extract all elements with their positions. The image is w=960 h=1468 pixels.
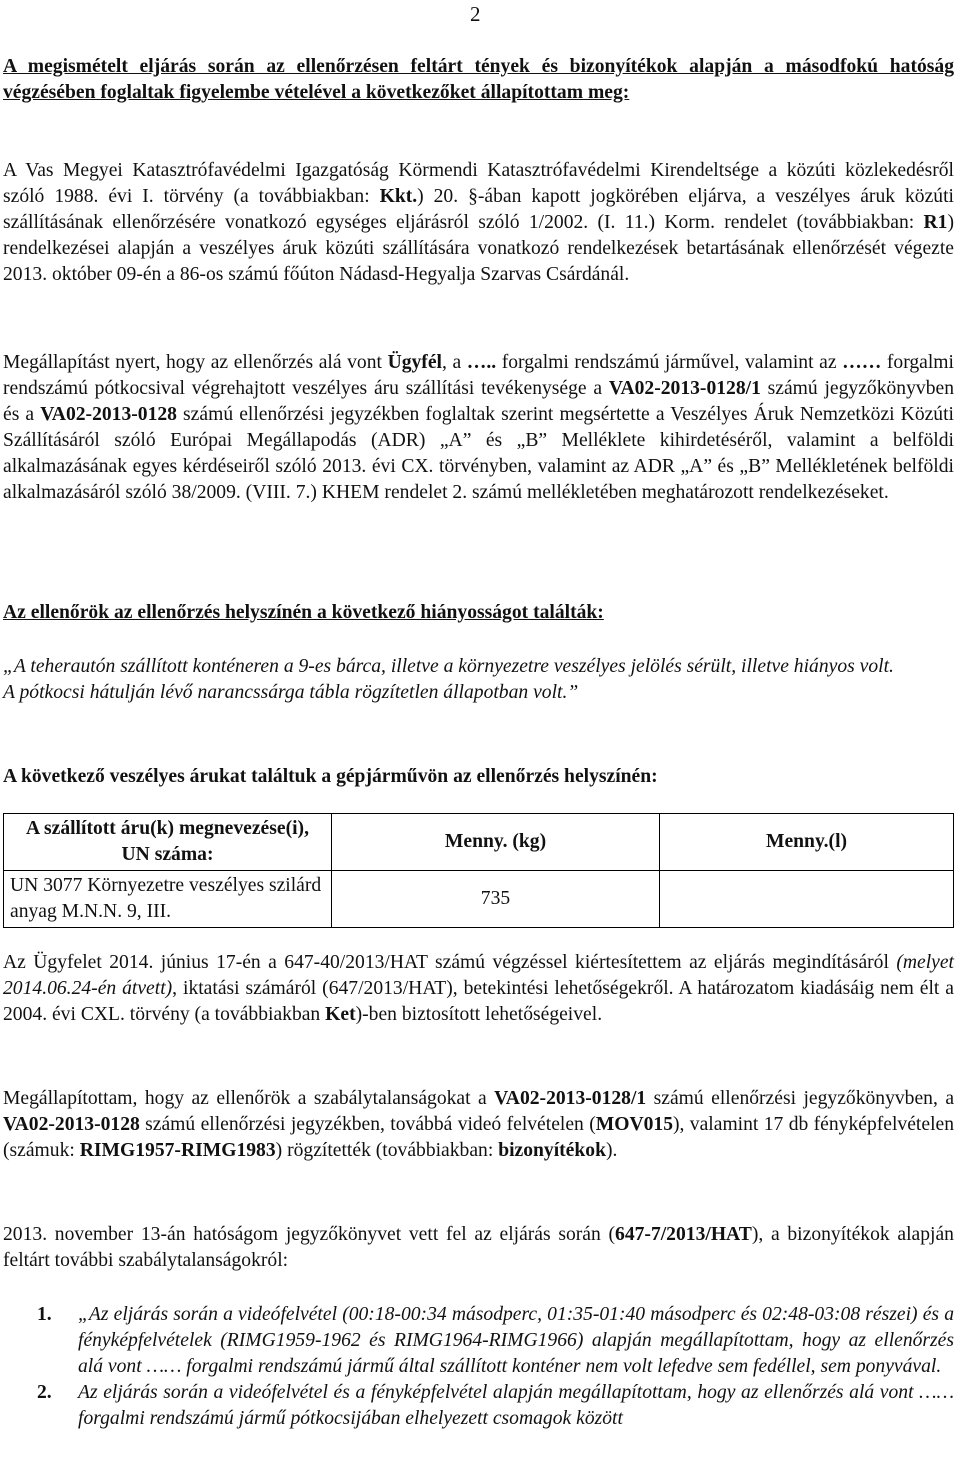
deficiency-heading: Az ellenőrök az ellenőrzés helyszínén a következő hiányosságot találták: — [3, 602, 604, 623]
quote-line-2: A pótkocsi hátulján lévő narancssárga tábla rögzítetlen állapotban volt.” — [3, 682, 579, 703]
table-row — [4, 871, 954, 928]
table-header-kg: Menny. (kg) — [332, 814, 660, 871]
paragraph-evidence: Megállapítottam, hogy az ellenőrök a szabálytalanságokat a VA02-2013-0128/1 számú ellenőrzési jegyzőkönyvben, a VA02-2013-0128 számú ellenőrzési jegyzékben, továbbá videó felvételen (MOV015), valamint 17 db fényképfelvételen (számuk: RIMG1957-RIMG1983) rögzítették (továbbiakban: bizonyítékok). — [3, 1088, 955, 1161]
quote-line-1: „A teherautón szállított konténeren a 9-es bárca, illetve a környezetre veszélyes jelölés sérült, illetve hiányos volt. — [3, 656, 894, 677]
list-item — [3, 1380, 954, 1432]
list-item-text: „Az eljárás során a videófelvétel (00:18-00:34 másodperc, 01:35-01:40 másodperc és 02:48-03:08 részei) és a fényképfelvételek (RIMG1959-1962 és RIMG1964-RIMG1966) alapján megállapítottam, hogy az ellenőrzés alá vont …… forgalmi rendszámú jármű által szállított konténer nem volt lefedve sem fedéllel, sem ponyvával. — [78, 1304, 954, 1377]
page-number: 2 — [470, 2, 481, 26]
table-header-row — [4, 814, 954, 871]
table-cell-kg: 735 — [332, 871, 660, 928]
paragraph-inspection: A Vas Megyei Katasztrófavédelmi Igazgatóság Körmendi Katasztrófavédelmi Kirendeltsége a közúti közlekedésről szóló 1988. évi I. törvény (a továbbiakban: Kkt.) 20. §-ában kapott jogkörében eljárva, a veszélyes áruk közúti szállításának ellenőrzésére vonatkozó egységes eljárásról szóló 1/2002. (I. 11.) Korm. rendelet (továbbiakban: R1) rendelkezései alapján a veszélyes áruk közúti szállítására vonatkozó rendelkezések betartásának ellenőrzését végezte 2013. október 09-én a 86-os számú főúton Nádasd-Hegyalja Szarvas Csárdánál. — [3, 160, 954, 285]
list-item-number: 2. — [37, 1382, 52, 1403]
list-item-number: 1. — [37, 1304, 52, 1325]
table-cell-goods: UN 3077 Környezetre veszélyes szilárd anyag M.N.N. 9, III. — [4, 871, 332, 928]
list-item-text: Az eljárás során a videófelvétel és a fényképfelvétel alapján megállapítottam, hogy az ellenőrzés alá vont …… forgalmi rendszámú jármű pótkocsijában elhelyezett csomagok között — [78, 1382, 954, 1429]
paragraph-notification: Az Ügyfelet 2014. június 17-én a 647-40/2013/HAT számú végzéssel kiértesítettem az eljárás megindításáról (melyet 2014.06.24-én átvett), iktatási számáról (647/2013/HAT), betekintési lehetőségekről. A határozatom kiadásáig nem élt a 2004. évi CXL. törvény (a továbbiakban Ket)-ben biztosított lehetőségeivel. — [3, 952, 954, 1025]
table-header-l: Menny.(l) — [660, 814, 954, 871]
intro-heading: A megismételt eljárás során az ellenőrzésen feltárt tények és bizonyítékok alapján a másodfokú hatóság végzésében foglaltak figyelembe vételével a következőket állapítottam meg: — [3, 56, 954, 103]
table-header-goods: A szállított áru(k) megnevezése(i), UN száma: — [4, 814, 332, 871]
list-item — [3, 1302, 954, 1380]
goods-heading: A következő veszélyes árukat találtuk a gépjárművön az ellenőrzés helyszínén: — [3, 766, 658, 787]
goods-table — [3, 813, 954, 928]
table-cell-l — [660, 871, 954, 928]
deficiency-quote — [3, 654, 954, 706]
paragraph-findings: Megállapítást nyert, hogy az ellenőrzés alá vont Ügyfél, a ….. forgalmi rendszámú járművel, valamint az …… forgalmi rendszámú pótkocsival végrehajtott veszélyes áru szállítási tevékenysége a VA02-2013-0128/1 számú jegyzőkönyvben és a VA02-2013-0128 számú ellenőrzési jegyzékben foglaltak szerint megsértette a Veszélyes Áruk Nemzetközi Közúti Szállításáról szóló Európai Megállapodás (ADR) „A” és „B” Melléklete kihirdetéséről, valamint a belföldi alkalmazásának egyes kérdéseiről szóló 2013. évi CX. törvényben, valamint az ADR „A” és „B” Mellékletének belföldi alkalmazásáról szóló 38/2009. (VIII. 7.) KHEM rendelet 2. számú mellékletében meghatározott rendelkezéseket. — [3, 352, 954, 503]
paragraph-minutes: 2013. november 13-án hatóságom jegyzőkönyvet vett fel az eljárás során (647-7/2013/HAT), a bizonyítékok alapján feltárt további szabálytalanságokról: — [3, 1224, 954, 1271]
irregularity-list — [3, 1302, 954, 1432]
